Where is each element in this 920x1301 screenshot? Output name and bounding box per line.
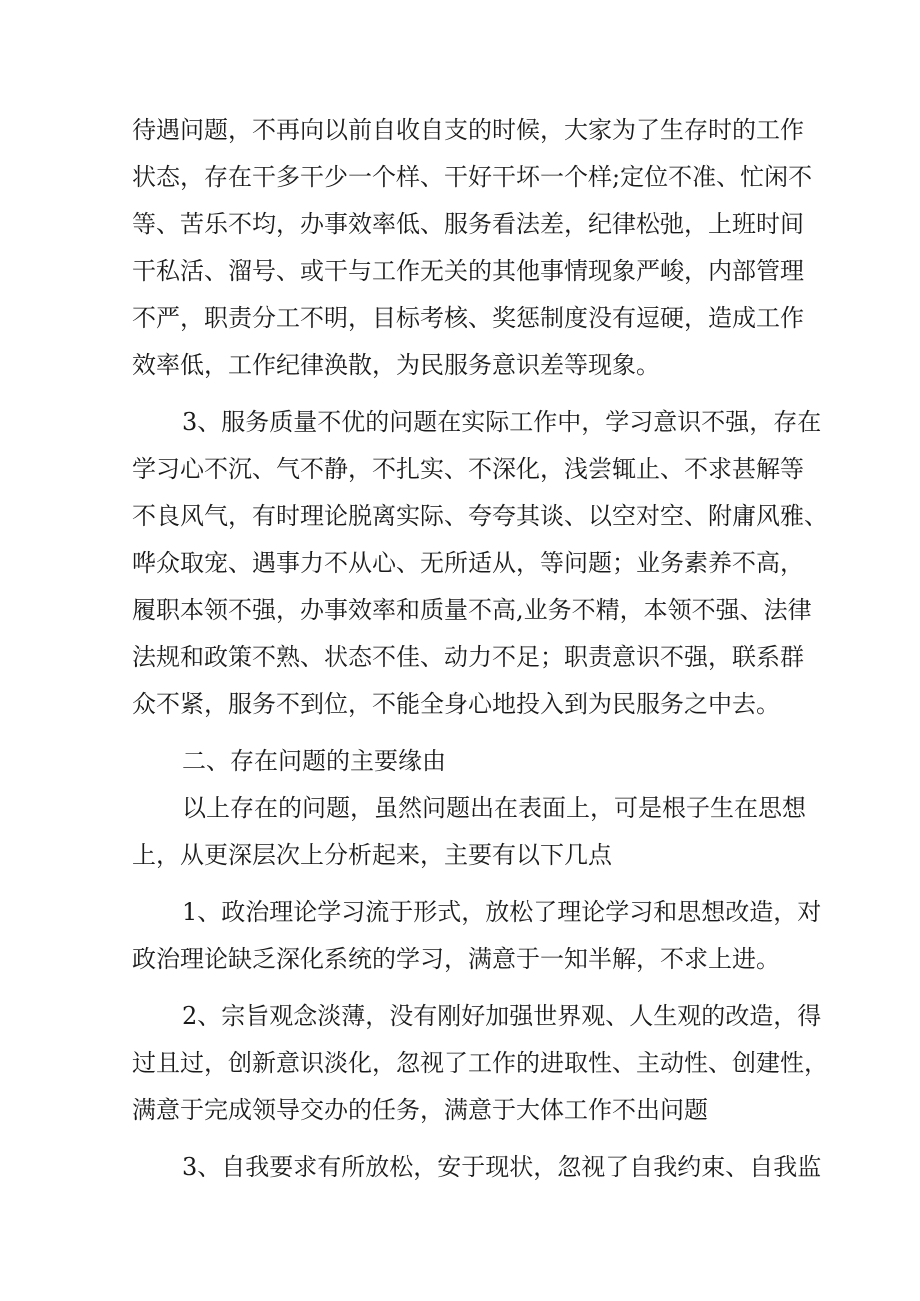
text-line: 政治理论缺乏深化系统的学习，满意于一知半解，不求上进。 — [132, 945, 780, 973]
text-line: 过且过，创新意识淡化，忽视了工作的进取性、主动性、创建性， — [132, 1049, 828, 1077]
text-line: 满意于完成领导交办的任务，满意于大体工作不出问题 — [132, 1096, 708, 1124]
text-line: 哗众取宠、遇事力不从心、无所适从，等问题；业务素养不高， — [132, 549, 804, 577]
text-line: 履职本领不强，办事效率和质量不高,业务不精，本领不强、法律 — [132, 596, 812, 624]
text-line: 效率低，工作纪律涣散，为民服务意识差等现象。 — [132, 351, 660, 379]
text-line: 学习心不沉、气不静，不扎实、不深化，浅尝辄止、不求甚解等 — [132, 455, 804, 483]
paragraph-start-line: 2、宗旨观念淡薄，没有刚好加强世界观、人生观的改造，得 — [182, 1002, 822, 1030]
paragraph-start-line: 3、自我要求有所放松，安于现状，忽视了自我约束、自我监 — [182, 1153, 822, 1181]
text-line: 等、苦乐不均，办事效率低、服务看法差，纪律松弛，上班时间 — [132, 210, 804, 238]
text-line: 法规和政策不熟、状态不佳、动力不足；职责意识不强，联系群 — [132, 643, 804, 671]
section-heading: 二、存在问题的主要缘由 — [182, 747, 446, 775]
text-line: 干私活、溜号、或干与工作无关的其他事情现象严峻，内部管理 — [132, 257, 804, 285]
text-line: 上，从更深层次上分析起来，主要有以下几点 — [132, 841, 612, 869]
paragraph-start-line: 以上存在的问题，虽然问题出在表面上，可是根子生在思想 — [182, 794, 806, 822]
paragraph-start-line: 1、政治理论学习流于形式，放松了理论学习和思想改造，对 — [182, 898, 822, 926]
text-line: 待遇问题，不再向以前自收自支的时候，大家为了生存时的工作 — [132, 116, 804, 144]
paragraph-start-line: 3、服务质量不优的问题在实际工作中，学习意识不强，存在 — [182, 408, 822, 436]
text-line: 不良风气，有时理论脱离实际、夸夸其谈、以空对空、附庸风雅、 — [132, 502, 828, 530]
text-line: 状态，存在干多干少一个样、干好干坏一个样;定位不准、忙闲不 — [132, 163, 813, 191]
text-line: 不严，职责分工不明，目标考核、奖惩制度没有逗硬，造成工作 — [132, 304, 804, 332]
text-line: 众不紧，服务不到位，不能全身心地投入到为民服务之中去。 — [132, 690, 780, 718]
